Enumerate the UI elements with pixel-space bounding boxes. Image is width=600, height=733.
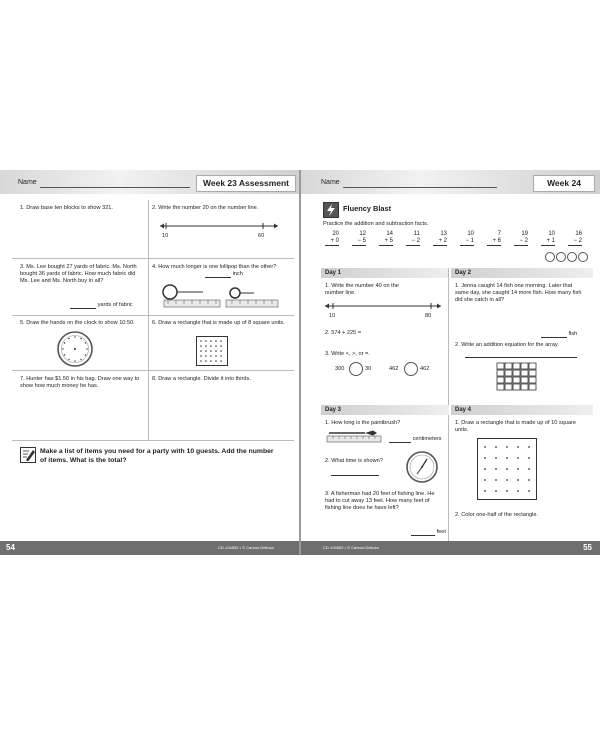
- day3-question-2: 2. What time is shown?: [325, 458, 383, 464]
- compare-1-b: 30: [365, 366, 372, 372]
- score-circle[interactable]: [578, 252, 588, 262]
- pencil-icon: [20, 447, 36, 463]
- day4-question-1: 1. Draw a rectangle that is made up of 10 square units.: [455, 420, 576, 434]
- score-circle[interactable]: [556, 252, 566, 262]
- day-3-header: Day 3: [321, 405, 449, 415]
- question-3: 3. Ms. Lee bought 27 yards of fabric. Ms. North bought 36 yards of fabric. How much fabric did Ms. Lee and Ms. North buy in all?: [20, 264, 137, 285]
- lollipop-comparison: [158, 282, 288, 310]
- math-fact: 10 + 1: [541, 231, 555, 246]
- right-page: [301, 170, 600, 555]
- day2-question-1: 1. Jenna caught 14 fish one morning. Later that same day, she caught 14 more fish. How many fish did she catch in all?: [455, 283, 582, 304]
- copyright-code: CD-104592 • © Carson-Dellosa: [323, 545, 379, 550]
- math-fact: 12 − 5: [352, 231, 366, 246]
- lollipop-icon: [163, 285, 203, 299]
- left-page: [0, 170, 299, 555]
- compare-circle[interactable]: [349, 362, 363, 376]
- answer-blank[interactable]: [389, 436, 411, 443]
- compare-1-a: 300: [335, 366, 345, 372]
- clock-icon: [405, 450, 439, 484]
- score-circle[interactable]: [545, 252, 555, 262]
- week-title: Week 23 Assessment: [196, 175, 296, 192]
- ruler-icon: [327, 436, 381, 442]
- fluency-instructions: Practice the addition and subtraction facts.: [323, 221, 429, 227]
- week-title: Week 24: [533, 175, 595, 192]
- writing-prompt: Make a list of items you need for a party with 10 guests. Add the number of items. What is the total?: [40, 448, 274, 464]
- question-3-answer: [70, 302, 148, 309]
- question-4-answer: [205, 271, 243, 278]
- math-fact: 14 + 5: [379, 231, 393, 246]
- question-1: 1. Draw base ten blocks to show 321.: [20, 205, 113, 211]
- question-8: 8. Draw a rectangle. Divide it into thirds.: [152, 376, 251, 382]
- unit-label: fish: [568, 331, 578, 337]
- math-fact: 7 + 6: [487, 231, 501, 246]
- day2-answer: [541, 331, 577, 338]
- number-line-end: 80: [425, 313, 432, 319]
- math-fact: 13 + 2: [433, 231, 447, 246]
- day3-answer-1: [389, 436, 441, 443]
- score-circle[interactable]: [567, 252, 577, 262]
- ruler-icon: [164, 300, 220, 307]
- math-fact: 16 − 2: [568, 231, 582, 246]
- question-6: 6. Draw a rectangle that is made up of 8 square units.: [152, 320, 285, 326]
- grid-divider: [148, 200, 149, 440]
- grid-divider: [12, 440, 294, 441]
- answer-blank[interactable]: [205, 271, 231, 278]
- paintbrush-ruler: [325, 429, 385, 443]
- left-footer: [0, 541, 299, 555]
- day-2-header: Day 2: [451, 268, 593, 278]
- dot-grid: [196, 336, 228, 366]
- day3-question-3: 3. A fisherman had 20 feet of fishing line. He had to cut away 13 feet. How many feet of fishing line does he have left?: [325, 491, 435, 512]
- question-5: 5. Draw the hands on the clock to show 10:50.: [20, 320, 135, 326]
- clock-icon: [55, 330, 95, 368]
- answer-blank[interactable]: [411, 529, 435, 536]
- day1-question-3: 3. Write <, >, or =.: [325, 351, 370, 357]
- name-label: Name: [18, 179, 37, 186]
- copyright-code: CD-104592 • © Carson-Dellosa: [218, 545, 274, 550]
- number-line-start: 10: [162, 233, 169, 239]
- question-4: 4. How much longer is one lollipop than the other?: [152, 264, 277, 270]
- lollipop-icon: [230, 288, 254, 298]
- unit-label: yards of fabric: [97, 302, 133, 308]
- number-line: [160, 220, 280, 232]
- day2-question-2: 2. Write an addition equation for the array.: [455, 342, 559, 348]
- compare-circle[interactable]: [404, 362, 418, 376]
- day1-question-1: 1. Write the number 40 on the number line.: [325, 283, 399, 297]
- answer-blank[interactable]: [541, 331, 567, 338]
- fluency-title: Fluency Blast: [343, 204, 392, 213]
- grid-divider: [12, 258, 294, 259]
- paintbrush-icon: [329, 431, 377, 436]
- left-header: [0, 170, 299, 194]
- math-fact: 19 − 2: [514, 231, 528, 246]
- question-2: 2. Write the number 20 on the number line.: [152, 205, 259, 211]
- array-grid: [497, 363, 537, 391]
- grid-divider: [12, 370, 294, 371]
- page-number: 54: [6, 543, 15, 552]
- answer-blank[interactable]: [331, 475, 379, 476]
- grid-divider: [12, 315, 294, 316]
- lightning-icon: [323, 202, 339, 218]
- day4-question-2: 2. Color one-half of the rectangle.: [455, 512, 539, 518]
- number-line-end: 60: [258, 233, 265, 239]
- day-4-header: Day 4: [451, 405, 593, 415]
- name-field[interactable]: [343, 187, 497, 188]
- unit-label: centimeters: [412, 436, 442, 442]
- compare-2-b: 462: [420, 366, 430, 372]
- question-7: 7. Hunter has $1.50 in his bag. Draw one way to show how much money he has.: [20, 376, 140, 390]
- name-field[interactable]: [40, 187, 190, 188]
- day-1-header: Day 1: [321, 268, 449, 278]
- math-fact: 11 − 2: [406, 231, 420, 246]
- number-line-start: 10: [329, 313, 336, 319]
- dot-grid: [477, 438, 537, 500]
- day3-question-1: 1. How long is the paintbrush?: [325, 420, 401, 426]
- day1-question-2: 2. 574 + 225 =: [325, 330, 362, 336]
- equation-blank[interactable]: [465, 357, 577, 358]
- math-fact: 10 − 1: [460, 231, 474, 246]
- day3-answer-3: [411, 529, 446, 536]
- page-number: 55: [583, 543, 592, 552]
- answer-blank[interactable]: [70, 302, 96, 309]
- name-label: Name: [321, 179, 340, 186]
- ruler-icon: [226, 300, 278, 307]
- number-line: [325, 300, 443, 312]
- unit-label: feet: [436, 529, 446, 535]
- right-header: [301, 170, 600, 194]
- compare-2-a: 462: [389, 366, 399, 372]
- right-footer: [301, 541, 600, 555]
- math-fact: 20 + 0: [325, 231, 339, 246]
- unit-label: inch: [232, 271, 243, 277]
